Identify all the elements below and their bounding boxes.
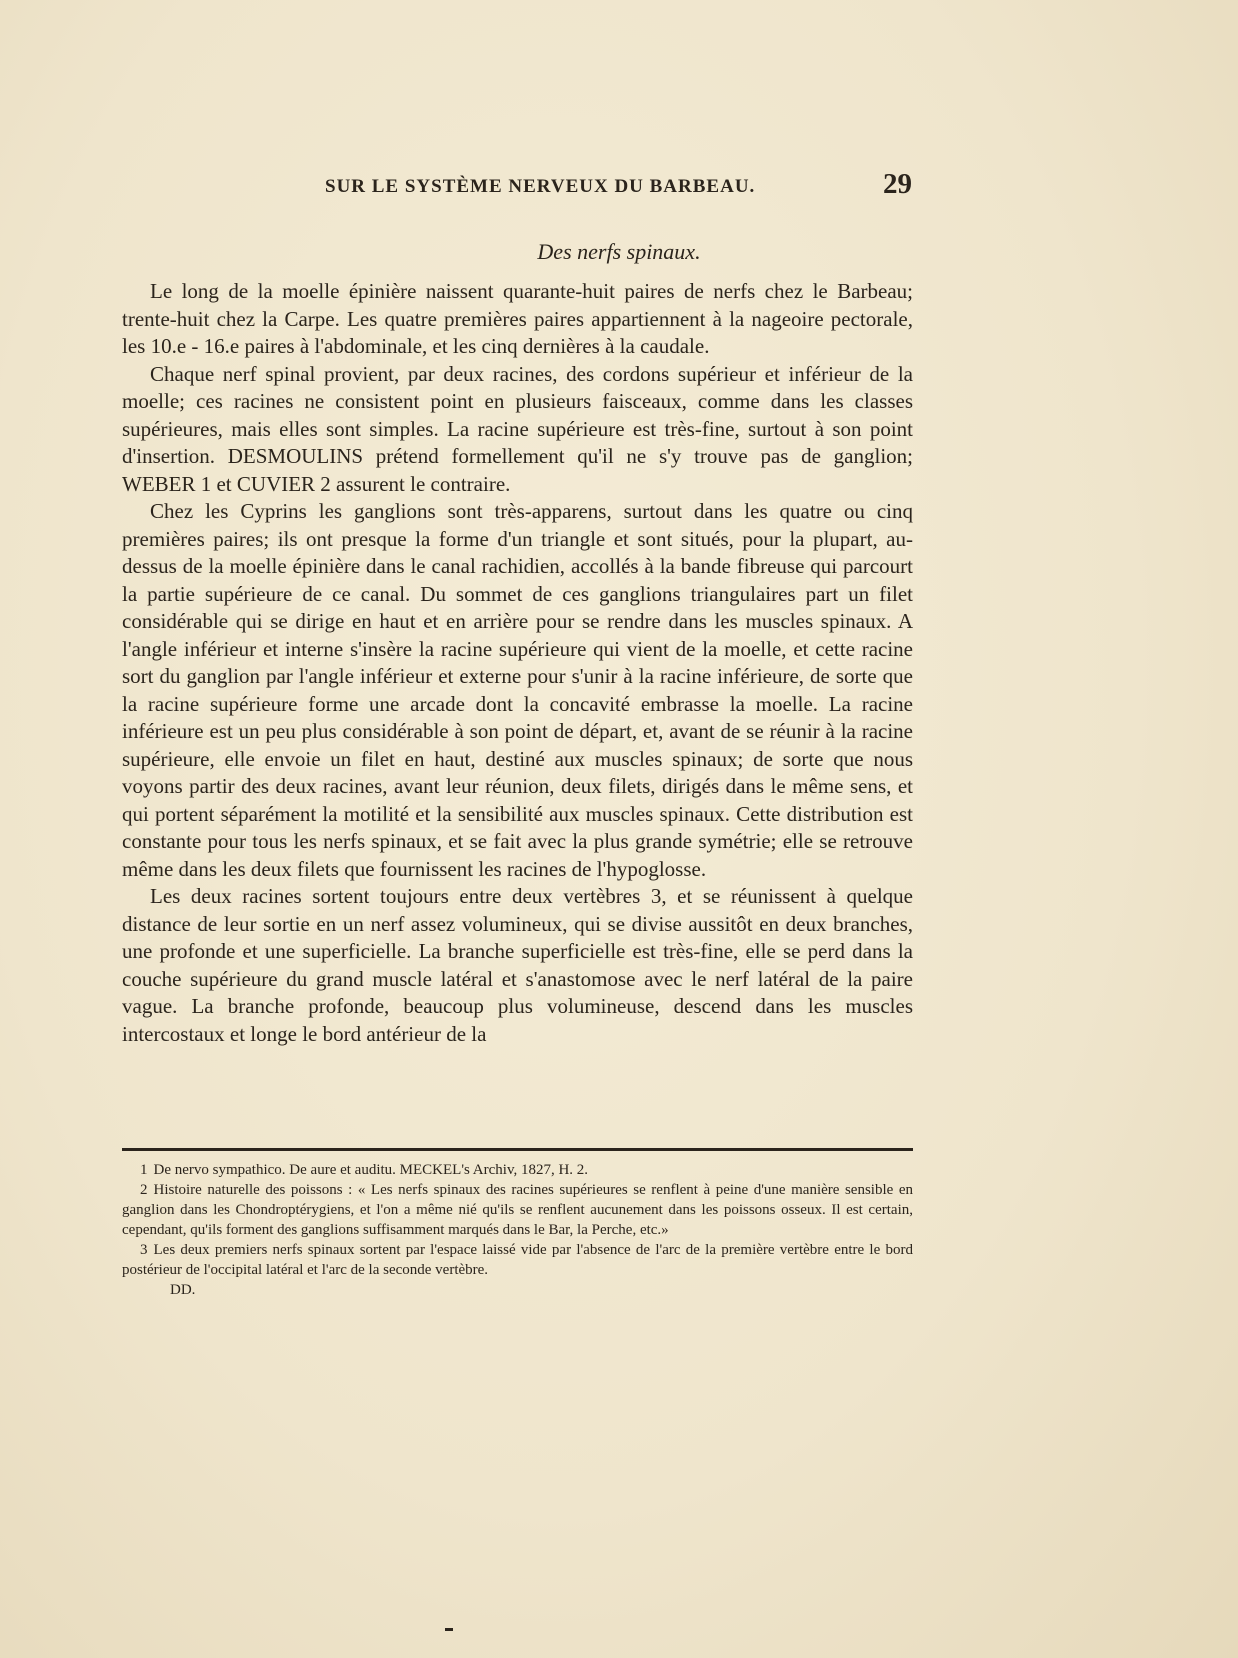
running-title: SUR LE SYSTÈME NERVEUX DU BARBEAU.: [325, 176, 756, 197]
page-number: 29: [883, 168, 912, 200]
body-text: [122, 278, 913, 1048]
signature-mark: DD.: [170, 1282, 196, 1298]
footnote-text: Histoire naturelle des poissons : « Les nerfs spinaux des racines supérieures se renflent à peine d'une manière sensible en ganglion dans les Chondroptérygiens, et l'on a même nié qu'ils se renflent aucunement dans les poissons osseux. Il est certain, cependant, qu'ils forment des ganglions suffisamment marqués dans le Bar, la Perche, etc.»: [122, 1182, 913, 1238]
footnote: [122, 1180, 913, 1240]
footnote-rule: [122, 1148, 913, 1151]
paragraph: Chaque nerf spinal provient, par deux racines, des cordons supérieur et inférieur de la moelle; ces racines ne consistent point en plusieurs faisceaux, comme dans les classes supérieures, mais elles sont simples. La racine supérieure est très-fine, surtout à son point d'insertion. DESMOULINS prétend formellement qu'il ne s'y trouve pas de ganglion; WEBER 1 et CUVIER 2 assurent le contraire.: [122, 361, 913, 496]
footnote-number: 2: [140, 1182, 148, 1198]
footnotes: [122, 1160, 913, 1300]
footnote: [122, 1240, 913, 1280]
paragraph: Chez les Cyprins les ganglions sont très-apparens, surtout dans les quatre ou cinq premières paires; ils ont presque la forme d'un triangle et sont situés, pour la plupart, au-dessus de la moelle épinière dans le canal rachidien, accollés à la bande fibreuse qui parcourt la partie supérieure de ce canal. Du sommet de ces ganglions triangulaires part un filet considérable qui se dirige en haut et en arrière pour se rendre dans les muscles spinaux. A l'angle inférieur et interne s'insère la racine supérieure qui vient de la moelle, et cette racine sort du ganglion par l'angle inférieur et externe pour s'unir à la racine inférieure, de sorte que la racine supérieure forme une arcade dont la concavité embrasse la moelle. La racine inférieure est un peu plus considérable à son point de départ, et, avant de se réunir à la racine supérieure, elle envoie un filet en haut, destiné aux muscles spinaux; de sorte que nous voyons partir des deux racines, avant leur réunion, deux filets, dirigés dans le même sens, et qui portent séparément la motilité et la sensibilité aux muscles spinaux. Cette distribution est constante pour tous les nerfs spinaux, et se fait avec la plus grande symétrie; elle se retrouve même dans les deux filets que fournissent les racines de l'hypoglosse.: [122, 499, 913, 881]
paragraph: Les deux racines sortent toujours entre deux vertèbres 3, et se réunissent à quelque distance de leur sortie en un nerf assez volumineux, qui se divise aussitôt en deux branches, une profonde et une superficielle. La branche superficielle est très-fine, elle se perd dans la couche supérieure du grand muscle latéral et s'anastomose avec le nerf latéral de la paire vague. La branche profonde, beaucoup plus volumineuse, descend dans les muscles intercostaux et longe le bord antérieur de la: [122, 884, 913, 1046]
footnote: [122, 1160, 913, 1180]
paragraph: Le long de la moelle épinière naissent quarante-huit paires de nerfs chez le Barbeau; trente-huit chez la Carpe. Les quatre premières paires appartiennent à la nageoire pectorale, les 10.e - 16.e paires à l'abdominale, et les cinq dernières à la caudale.: [122, 279, 913, 358]
bottom-mark: [445, 1628, 453, 1631]
footnote-number: 1: [140, 1162, 148, 1178]
section-title: Des nerfs spinaux.: [537, 239, 701, 264]
footnote-text: De nervo sympathico. De aure et auditu. MECKEL's Archiv, 1827, H. 2.: [153, 1162, 589, 1178]
footnote-number: 3: [140, 1242, 148, 1258]
footnote-text: Les deux premiers nerfs spinaux sortent par l'espace laissé vide par l'absence de l'arc de la première vertèbre entre le bord postérieur de l'occipital latéral et l'arc de la seconde vertèbre.: [122, 1242, 913, 1278]
